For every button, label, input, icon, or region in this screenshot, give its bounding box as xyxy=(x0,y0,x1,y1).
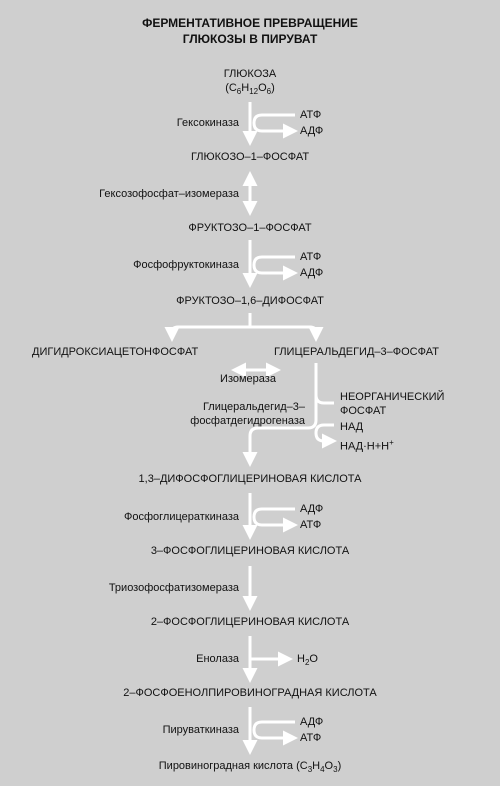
arrow-split-right xyxy=(250,327,316,339)
cofactor-nadh: НАД·Н+Н+ xyxy=(340,438,394,453)
enzyme-gapdh-line-2: фосфатдегидрогеназа xyxy=(190,415,305,427)
metabolite-3-phosphoglyceric-acid: 3–ФОСФОГЛИЦЕРИНОВАЯ КИСЛОТА xyxy=(150,545,350,557)
cofactor-adf-2: АДФ xyxy=(300,267,324,279)
cofactor-inorganic-phosphate-2: ФОСФАТ xyxy=(340,405,387,417)
metabolite-dihydroxyacetone-phosphate: ДИГИДРОКСИАЦЕТОНФОСФАТ xyxy=(32,346,199,358)
glucose-formula: $(C_6H_{12}O_6)$ xyxy=(225,82,275,97)
enzyme-phosphoglycerate-kinase: Фосфоглицераткиназа xyxy=(124,511,239,523)
cofactor-atf-3: АТФ xyxy=(300,519,322,531)
cofactor-atf-1: АТФ xyxy=(300,109,322,121)
metabolite-fructose-1-6-diphosphate: ФРУКТОЗО–1,6–ДИФОСФАТ xyxy=(176,295,324,307)
enzyme-isomerase: Изомераза xyxy=(220,373,276,385)
cofactor-atf-2: АТФ xyxy=(300,251,322,263)
metabolite-1-3-diphosphoglyceric-acid: 1,3–ДИФОСФОГЛИЦЕРИНОВАЯ КИСЛОТА xyxy=(138,473,362,485)
enzyme-hexosephosphate-isomerase: Гексозофосфат–изомераза xyxy=(99,188,239,200)
enzyme-enolase: Енолаза xyxy=(196,653,239,665)
cofactor-loop-1 xyxy=(254,115,295,131)
cofactor-loop-9 xyxy=(254,722,295,738)
cofactor-nad: НАД xyxy=(340,421,364,433)
enzyme-pyruvate-kinase: Пируваткиназа xyxy=(162,724,239,736)
cofactor-loop-nf xyxy=(316,395,334,403)
cofactor-loop-nad xyxy=(316,425,334,441)
metabolite-glucose-1-phosphate: ГЛЮКОЗО–1–ФОСФАТ xyxy=(190,151,310,163)
cofactor-loop-3 xyxy=(254,257,295,273)
enzyme-phosphofructokinase: Фосфофруктокиназа xyxy=(133,259,239,271)
enzyme-triosephosphate-isomerase: Триозофосфатизомераза xyxy=(108,582,239,594)
cofactor-atf-4: АТФ xyxy=(300,732,322,744)
enzyme-gapdh-line-1: Глицеральдегид–3– xyxy=(202,401,305,413)
enzyme-hexokinase: Гексокиназа xyxy=(176,117,239,129)
diagram-title-line-1: ФЕРМЕНТАТИВНОЕ ПРЕВРАЩЕНИЕ xyxy=(142,16,358,30)
cofactor-adf-3: АДФ xyxy=(300,503,324,515)
metabolite-phosphoenolpyruvic-acid: 2–ФОСФОЕНОЛПИРОВИНОГРАДНАЯ КИСЛОТА xyxy=(123,687,377,699)
glucose-label: ГЛЮКОЗА xyxy=(223,68,277,80)
cofactor-loop-6 xyxy=(254,509,295,525)
arrow-split-left xyxy=(172,327,250,339)
metabolite-2-phosphoglyceric-acid: 2–ФОСФОГЛИЦЕРИНОВАЯ КИСЛОТА xyxy=(150,616,350,628)
cofactor-h2o: $H_2O$ xyxy=(297,653,318,668)
metabolite-pyruvic-acid: Пировиноградная кислота $(C_3H_4O_3)$ xyxy=(158,760,342,775)
cofactor-inorganic-phosphate-1: НЕОРГАНИЧЕСКИЙ xyxy=(340,391,445,403)
diagram-title-line-2: ГЛЮКОЗЫ В ПИРУВАТ xyxy=(182,32,318,46)
cofactor-adf-1: АДФ xyxy=(300,125,324,137)
cofactor-adf-4: АДФ xyxy=(300,716,324,728)
metabolite-glyceraldehyde-3-phosphate: ГЛИЦЕРАЛЬДЕГИД–3–ФОСФАТ xyxy=(274,346,439,358)
metabolite-fructose-1-phosphate: ФРУКТОЗО–1–ФОСФАТ xyxy=(188,222,312,234)
